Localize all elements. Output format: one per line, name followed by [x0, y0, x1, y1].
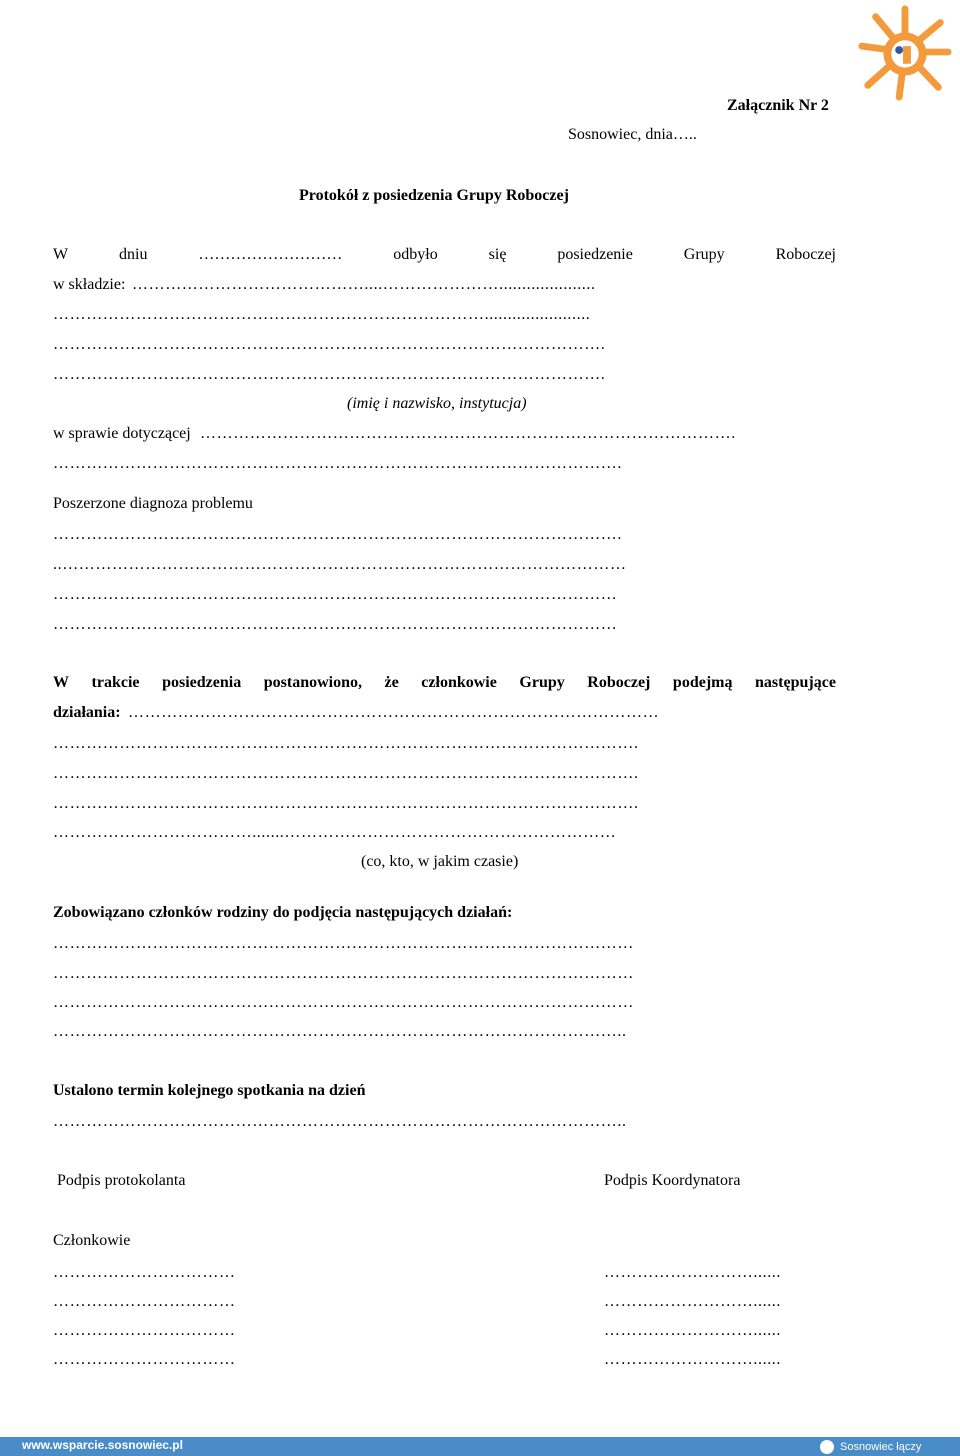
next-meeting-field[interactable]: …………………………………………………………………………………………..: [53, 1113, 627, 1130]
composition-field[interactable]: ……………………………………………………………………………………….: [53, 366, 606, 383]
word: Grupy: [683, 246, 725, 263]
composition-field[interactable]: ……………………………………………………………………………………….: [53, 336, 606, 353]
member-right-field[interactable]: ………………………......: [604, 1264, 781, 1281]
diagnosis-label: Poszerzone diagnoza problemu: [53, 495, 253, 512]
footer-url-link[interactable]: www.wsparcie.sosnowiec.pl: [22, 1438, 183, 1452]
family-obligations-field[interactable]: …………………………………………………………………………………………..: [53, 1023, 627, 1040]
member-left-field[interactable]: ……………………………: [53, 1264, 236, 1281]
word: posiedzenia: [162, 674, 242, 691]
word: W: [53, 246, 69, 263]
family-obligations-field[interactable]: ……………………………………………………………………………………………: [53, 965, 634, 982]
composition-field[interactable]: ……………………………………....………………….....................: [132, 276, 596, 293]
member-right-field[interactable]: ………………………......: [604, 1293, 781, 1310]
member-left-field[interactable]: ……………………………: [53, 1293, 236, 1310]
actions-label: działania:: [53, 704, 121, 721]
member-left-field[interactable]: ……………………………: [53, 1322, 236, 1339]
actions-field[interactable]: ……………………………….......……………………………………………………: [53, 824, 617, 841]
word: członkowie: [421, 674, 497, 691]
meeting-date-field[interactable]: ………………………: [198, 246, 343, 263]
word: dniu: [119, 246, 148, 263]
family-obligations-label: Zobowiązano członków rodziny do podjęcia następujących działań:: [53, 904, 513, 921]
attachment-label: Załącznik Nr 2: [727, 97, 829, 114]
word: odbyło: [393, 246, 438, 263]
sun-logo-icon: [856, 2, 954, 102]
word: Roboczej: [775, 246, 836, 263]
actions-hint: (co, kto, w jakim czasie): [361, 853, 519, 870]
diagnosis-field[interactable]: ………………………………………………………………………………………….: [53, 526, 622, 543]
word: że: [384, 674, 399, 691]
recorder-signature-label: Podpis protokolanta: [57, 1172, 186, 1189]
word: Roboczej: [587, 674, 651, 691]
actions-field[interactable]: …………………………………………………………………………………………….: [53, 795, 639, 812]
place-date: Sosnowiec, dnia…..: [568, 126, 697, 143]
footer-brand-text: Sosnowiec łączy: [840, 1440, 922, 1453]
word: trakcie: [91, 674, 140, 691]
meeting-date-line: [53, 245, 836, 265]
word: postanowiono,: [263, 674, 362, 691]
word: się: [488, 246, 507, 263]
composition-hint: (imię i nazwisko, instytucja): [347, 395, 527, 412]
diagnosis-field[interactable]: …………………………………………………………………………………………: [53, 586, 618, 603]
diagnosis-field[interactable]: …………………………………………………………………………………………: [53, 616, 618, 633]
document-title: Protokół z posiedzenia Grupy Roboczej: [299, 187, 569, 204]
word: posiedzenie: [557, 246, 633, 263]
footer-brand: [820, 1437, 960, 1456]
actions-line: [53, 673, 836, 693]
composition-label: w składzie:: [53, 276, 126, 293]
matter-label: w sprawie dotyczącej: [53, 425, 191, 442]
word: podejmą: [672, 674, 733, 691]
family-obligations-field[interactable]: ……………………………………………………………………………………………: [53, 994, 634, 1011]
member-right-field[interactable]: ………………………......: [604, 1351, 781, 1368]
members-label: Członkowie: [53, 1232, 131, 1249]
composition-field[interactable]: …………………………………………………………………….......................: [53, 306, 591, 323]
coordinator-signature-label: Podpis Koordynatora: [604, 1172, 741, 1189]
member-right-field[interactable]: ………………………......: [604, 1322, 781, 1339]
word: Grupy: [519, 674, 565, 691]
matter-field[interactable]: …………………………………………………………………………………….: [200, 425, 736, 442]
actions-field[interactable]: …………………………………………………………………………………………….: [53, 765, 639, 782]
member-left-field[interactable]: ……………………………: [53, 1351, 236, 1368]
diagnosis-field[interactable]: ..…………………………………………………………………………………………: [53, 556, 627, 573]
word: W: [53, 674, 69, 691]
word: następujące: [755, 674, 836, 691]
actions-field[interactable]: …………………………………………………………………………………………….: [53, 735, 639, 752]
family-obligations-field[interactable]: ……………………………………………………………………………………………: [53, 935, 634, 952]
matter-field[interactable]: ………………………………………………………………………………………….: [53, 455, 622, 472]
next-meeting-label: Ustalono termin kolejnego spotkania na dzień: [53, 1082, 366, 1099]
brand-logo-icon: [820, 1440, 834, 1454]
actions-field[interactable]: ……………………………………………………………………………………: [128, 704, 660, 721]
